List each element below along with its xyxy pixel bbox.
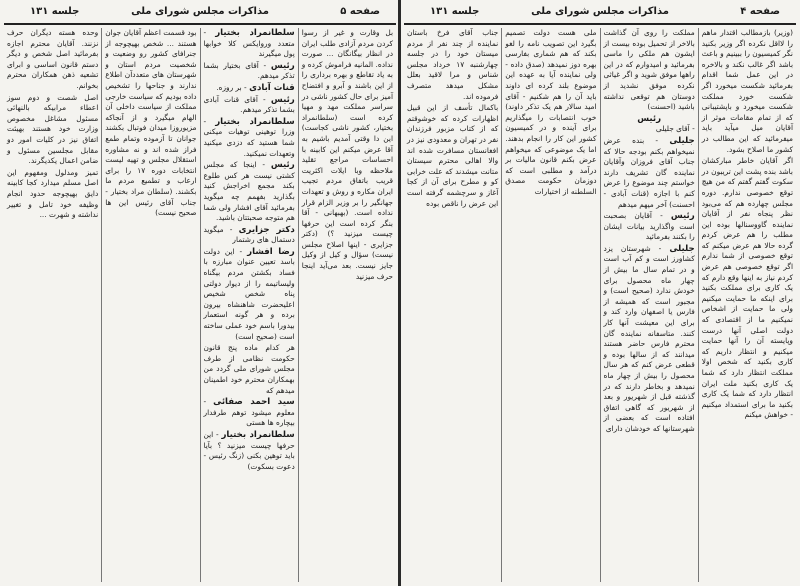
paragraph-text: - بنده عرض نمیخواهم بکنم بودجه حالا که جناب آقای فروزان وآقایان نماینده گان تشریف دارند خواستم چند موضوع را عرض کنم با اجازه (قنات آبادی - احسنت) آخر میهم میدهم [603, 135, 695, 209]
paragraph [204, 225, 295, 246]
paragraph [204, 430, 295, 472]
paragraph [702, 28, 793, 155]
paragraph-text: (وزیر) بازمطالب اقتدار ماهم را لااقل نکرده اگر وزیر بکنید نگر کمیسیون را ببینیم و باعث باشد اگر غالب نکند و بالاخره در این عمل شما اقدام بفرمائید شکست میخورد اگر شکست خورد مملکت شکست میخورد و باپشتیبانی که از تمام مقامات موثر از آقایان میل میآید باید میفرمائید که این مطالب در کشور ما اصلاح بشود. [701, 28, 793, 154]
speaker-name: سلطانمراد بختیار [215, 116, 295, 127]
text-columns [4, 28, 396, 582]
paragraph-text: اگر آقایان خاطر مبارکشان باشد بنده پشت این تریبون در سکوت گفتم گفتم که من هیچ توقع خصوصی ندارم. دوره مجلس چهارده هم که می‌بود نظر پنجاه نفر از آقایان نماینده گاووسنالها بوده این مطلب را هم عرض کردم گرده حالا هم عرض میکنم که توقع خصوصی از شما ندارم اگر توقع خصوصی هم عرض کردم نیاز به اینها وقع دارم که یک کاری برای مملکت بکنید برای اینکه ما حمایت میکنیم ولی ما حمایت از اشخاص نمیکنیم ما از اقتصادی که دولت اصلی آنها درست وپایسته آن را آنها حمایت میکنیم و انتظار داریم که کاری بکنید که شخص اولا مملکت انتظار دارد که شما یک کاری بکنید ملت ایران انتظار دارد که شما یک کاری بکنید ما برای استمداد میکنیم - خواهش میکنم [701, 156, 793, 420]
speaker-name: سلطانمراد بختیار [221, 429, 295, 440]
session-number: جلسه ۱۳۱ [30, 6, 80, 17]
paragraph-text: - وزرا توهینی توهیات میکنی شما هستید که دزدی میکنید وتعهدات نمیکنید. [203, 116, 295, 158]
right-page [400, 0, 800, 586]
speaker-name: جلیلی [669, 243, 695, 254]
paragraph [604, 211, 695, 243]
page-header [0, 4, 400, 22]
text-column [698, 28, 796, 582]
paragraph-text: - آقای قنات آبادی بشما تذکر میدهم. [203, 94, 295, 115]
page-number: صفحه ۵ [340, 6, 380, 17]
paragraph-text: ملی هست دولت تصمیم بگیرد این تصویب نامه را لغو بکند که هم شماری بفارسی بهره دوز نمیدهد (صدق داده - ولی نماینده آیا به عهده این موضوع بلند کرده ای داوند باید آن را هم شکنیم - آقای امید سالار هم یک تذکر داوند) خوب انتصابات را میگذاریم برای آینده و در کمیسیون کشور این کار را انجام بدهند. اما یک موضوعی که میخواهم عرض بکنم قانون مالیات بر درآمد و مطلبی است که دوزمان حکومت مصدق السلطنه از اختیارات [505, 28, 597, 196]
speaker-name: سلطانمراد بختیار [215, 28, 295, 38]
speaker-name: دکتر جزایری [238, 224, 295, 235]
paragraph-text: - شهرستان یزد کشاورز است و کم آب است و در تمام سال ما بیش از چهار ماه محصول برای خودش ندارد (صحیح است) و مجبور است که همیشه از فارس یا اصفهان وارد کند و برای این معیشت آنها کار کنند. متاسفانه نماینده گان محترم فارس حاضر هستند میدانند که از سالها بوده و قطعی عرض کنم که هر سال محصول را بیش از چهار ماه نمیدهد و بخاطر دارند که در گذشته قبل از شهریور و بعد از شهریور که گاهی اتفاق افتاده است که بعضی از شهرستانها که خودشان دارای [603, 243, 695, 433]
paragraph [604, 28, 695, 113]
text-column [101, 28, 199, 582]
paragraph [7, 28, 98, 92]
text-columns [404, 28, 796, 582]
paragraph-text: باکمال تأسف از این قبیل اظهارات کرده که خوشوقتم که از کتاب مزبور فرزندان نفر در تهران و معدودی نیز در افغانستان مسافرت شده اند والا اهالی محترم سیستان متانت میشدند که علت خرابی کو و مطرح برای آن از کجا آغاز و سرچشمه گرفته است این عرض را ناقص بوده [407, 103, 499, 208]
paragraph [204, 343, 295, 396]
page-header [400, 4, 800, 22]
paragraph [105, 28, 196, 219]
paragraph [204, 28, 295, 60]
paragraph [204, 247, 295, 342]
running-title: مذاکرات مجلس شورای ملی [531, 6, 669, 17]
paragraph-text: - آقای جلیلی [655, 124, 695, 134]
paragraph [604, 244, 695, 435]
paragraph-text: - آقای بختیار بشما تذکر میدهم. [203, 60, 295, 81]
speaker-name: رئیس [270, 60, 295, 71]
paragraph-text: - متعدد وروایکس کلا خوابها پول میگیرند [203, 28, 295, 59]
paragraph-text: - اینجا که مجلس کشتی نیست هر کس طلوع بکند مجمع اخراجش کنید بگذارید بفهمم چه میگوید بفرمائید آقای افشار ولی شما هم متوجه صحبتتان باشید. [203, 160, 295, 223]
paragraph [604, 136, 695, 210]
header-rule [404, 23, 796, 25]
speaker-name: رئیس [270, 94, 295, 105]
speaker-name: رئیس [637, 113, 662, 124]
speaker-name: قنات آبادی [249, 82, 295, 93]
paragraph-text: بود قسمت اعظم آقایان جوان هستند ... شخص بهیچوجه از جنرافای کشور رو وضعیت و شخصیت مردم استان و شهرستان های متعددآن اطلاع ندارند و جناحها را تشخیص داده بودیم که سیاست خارجی مملکت از سیاست داخلی آن الهام میگیرد و از آنجاکه مزیوروزا میدان فوتبال بکشند جوانان تا آزموده وتمام طمع فراز شده اند و نه مشاوره استقلال مجلس و تهیه لیست انتخابات دوره ۱۷ را برای ارعاب و تطمیع مردم ما بکشند. (سلطان مراد بختیار - جناب آقای رئیس این ها صحیح نیست) [105, 28, 197, 218]
session-number: جلسه ۱۳۱ [430, 6, 480, 17]
text-column [404, 28, 501, 582]
paragraph [407, 103, 498, 209]
speaker-name: جلیلی [669, 135, 695, 146]
paragraph-text: - این حرفها چیست میزنید ؟ بآیا باید توهین بکنی (زنگ رئیس - دعوت بسکوت) [203, 429, 295, 471]
paragraph-text: هر کدام ماده پنج قانون حکومت نظامی از طرف مجلس شورای ملی گردد من بهمکاران محترم خود اطمینان میدهم که [203, 343, 295, 395]
paragraph [204, 117, 295, 159]
paragraph-text: وحده هسته دیگران حرف نزنند. آقایان محترم اجازه بفرمائید اصل شخص و دیگر دستم قانون اساسی و ابرای تشعیه ذهن همکاران محترم بخوانم. [7, 28, 99, 90]
paragraph-text: - بر روزه. [216, 82, 247, 92]
paragraph [204, 160, 295, 224]
paragraph [204, 61, 295, 82]
paragraph [204, 83, 295, 94]
page-number: صفحه ۴ [740, 6, 780, 17]
paragraph [505, 28, 596, 198]
paragraph [204, 95, 295, 116]
speaker-name: سید احمد صفائی [213, 397, 295, 408]
header-rule [4, 23, 396, 25]
running-title: مذاکرات مجلس شورای ملی [131, 6, 269, 17]
text-column [600, 28, 698, 582]
paragraph-text: - آقایان بصحبت است واگذارید بیانات ایشان را بکنند بفرمائید [603, 211, 695, 242]
text-column [4, 28, 101, 582]
paragraph [302, 28, 393, 282]
paragraph [7, 168, 98, 221]
paragraph [204, 397, 295, 429]
paragraph-text: - این دولت باسد تعیین عنوان مبارزه با فساد بکشتن مردم بیگناه ولیساتیمه را از دیوار دولتی پناه شخص شخیص اعلیحضرت شاهنشاه بیرون برده و هر گونه استعمار بیدورا باسم خود عملی ساخته است (صحیح است) [203, 246, 295, 341]
speaker-name: رئیس [670, 211, 695, 222]
paragraph-text: تمیز ومدلول ومفهوم این اصل مسلم میدارد کجا کابینه دایق بهیچوجه حدود انجام وظیفه خود تامل و تغییر نداشته و شهرت ... [7, 167, 99, 220]
paragraph-text: جناب آقای فرخ باستان نماینده از چند نفر از مردم میستان خود را در جلسه چهارشنبه ۱۷ خرداد مجلس شناس و مرا لاقید بعلل مشکل میدهد متصرف فرموده اند. [407, 28, 499, 101]
paragraph [7, 93, 98, 167]
paragraph-text: اصل شصت و دوم سوز اعطاء مرابیکه بالنهائی مسئول مشاغل مخصوص وزارت خود هستند بهیئت اتفاق نیز در کلیات امور دو مقابل مجلسین مسئول و ضامن اعمال یکدیگرند. [7, 92, 99, 166]
paragraph-text: - معلوم میشود توهم طرفدار بیچاره ها هستی [203, 397, 295, 428]
paragraph [604, 114, 695, 135]
speaker-name: رضا افشار [247, 246, 295, 257]
paragraph [702, 156, 793, 421]
paragraph-text: مملکت را روی آن گذاشت بالاخر از تحمیل بوده بیست از ایشون هم ملکی را ماسی بفرمائید و امیدوارم که در این راهها موفق شوید و اگر غیاثی نکرده موفق نشدید از دوستان هم توقعی نداشته باشید (احسنت) [603, 28, 695, 112]
paragraph [407, 28, 498, 102]
speaker-name: رئیس [270, 160, 295, 171]
paragraph-text: بل وقارت و غیر از رسوا کردن مردم آزادی طلب ایران در انظار بیگانگان ... صورت نداده. المانیه فراموش کرده و به یاد تقاطع و بهره برداری را از این باشند و آبرو و افتضاح آمیز برای حال کشور ناشی در سراسر مملکت مهد و مهیا کرده است (سلطانمراد بختیار، کشور ناشی کجاست) این دا وقتی آمدیم باشیم به آقا عرض میکنم این کابینه با احساسات مراجع تقلید ملاحظه وبا ایلات اکثریت قریب باتفاق مردم تجیب ایران مکاره و روش و تعهدات جهانگیر را بر وزیر الزام قرار نداده است. (بهبهانی - آقا بنگر کرده است این حرفها چیست میزنید ؟) (دکتر جزایری - اینها اصلاح مجلس نیست) سؤال و کیل از وکیل جایز نیست. بعد می‌آید اینجا حرف میزنید [301, 28, 393, 281]
paragraph-text: - میگوید دستمال های رشتمار [203, 224, 295, 245]
text-column [298, 28, 396, 582]
text-column [501, 28, 599, 582]
text-column [200, 28, 298, 582]
